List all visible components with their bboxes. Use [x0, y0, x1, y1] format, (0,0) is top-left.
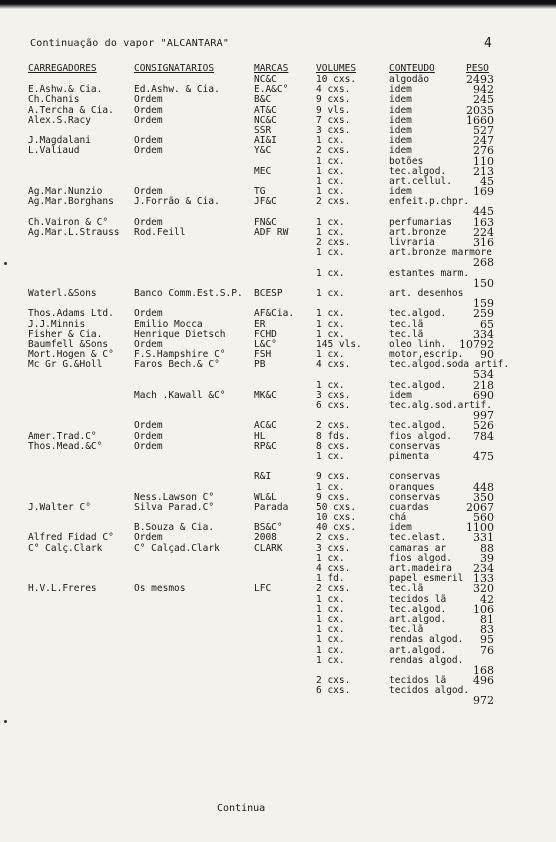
cell-volumes: 4 cxs.	[316, 563, 351, 574]
cell-weight: 83	[480, 623, 494, 637]
cell-marks: Parada	[254, 501, 289, 513]
cell-weight: 10792	[459, 337, 494, 351]
margin-mark	[4, 262, 7, 265]
cell-consignee: Emilio Mocca	[134, 318, 203, 330]
table-row	[0, 449, 556, 463]
table-row	[0, 164, 556, 178]
cell-volumes: 145 vls.	[316, 338, 362, 350]
cell-weight: 560	[473, 511, 494, 525]
cell-weight: 526	[473, 419, 494, 433]
cell-consignee: Ordem	[134, 430, 163, 442]
cell-consignor: J.Walter C°	[28, 501, 91, 513]
cell-consignor: Ag.Mar.Borghans	[28, 196, 114, 208]
cell-contents: fios algod.	[389, 430, 452, 442]
table-row	[0, 309, 556, 319]
cell-marks: LFC	[254, 583, 272, 595]
cell-weight: 150	[473, 276, 494, 290]
cell-weight: 259	[473, 307, 494, 321]
cell-consignor: Ag.Mar.L.Strauss	[28, 226, 120, 238]
cell-volumes: 9 cxs.	[316, 94, 351, 106]
cell-contents: tecidos lã	[389, 593, 447, 605]
cell-weight: 95	[480, 633, 494, 647]
cell-weight: 445	[473, 205, 494, 219]
cell-contents: art. desenhos	[389, 287, 464, 299]
cell-contents: tec.algod.soda artif.	[389, 359, 510, 371]
cell-consignor: Mc Gr G.&Holl	[28, 359, 103, 371]
cell-consignee: Os mesmos	[134, 583, 186, 595]
cell-volumes: 7 cxs.	[316, 114, 351, 126]
cell-weight: 527	[473, 123, 494, 137]
cell-volumes: 1 cx.	[316, 318, 345, 330]
cell-volumes: 2 cxs.	[316, 532, 351, 544]
cell-consignor: Thos.Adams Ltd.	[28, 308, 114, 320]
cell-marks: CLARK	[254, 542, 283, 554]
table-row	[0, 462, 556, 472]
cell-marks: NC&C	[254, 114, 277, 126]
table-row	[0, 602, 556, 616]
cell-consignee: Ordem	[134, 145, 163, 157]
cell-volumes: 2 cxs.	[316, 675, 351, 687]
cell-contents: art.algod.	[389, 613, 447, 625]
cell-volumes: 40 cxs.	[316, 522, 357, 534]
cell-contents: enfeit.p.chpr.	[389, 196, 470, 208]
cell-consignee: F.S.Hampshire C°	[134, 349, 226, 361]
cell-volumes: 1 fd.	[316, 573, 345, 585]
cell-volumes: 4 cxs.	[316, 359, 351, 371]
continues-note: Continua	[217, 803, 266, 814]
cell-contents: tecidos algod.	[389, 685, 470, 697]
cell-consignor: Ch.Chanis	[28, 94, 80, 106]
cell-volumes: 1 cx.	[316, 247, 345, 259]
cell-consignor: L.Valiaud	[28, 145, 80, 157]
cell-marks: MK&C	[254, 389, 277, 401]
cell-volumes: 4 cxs.	[316, 84, 351, 96]
column-header-marks: MARCAS	[254, 63, 289, 74]
cell-marks: RP&C	[254, 440, 277, 452]
cell-volumes: 1 cx.	[316, 135, 345, 147]
cell-contents: tec.algod.	[389, 165, 447, 177]
cell-contents: art.algod.	[389, 644, 447, 656]
cell-volumes: 1 cx.	[316, 593, 345, 605]
cell-weight: 320	[473, 582, 494, 596]
cell-contents: conservas	[389, 440, 441, 452]
cell-contents: tec.elast.	[389, 532, 447, 544]
cell-consignor: Waterl.&Sons	[28, 287, 97, 299]
page-title: Continuação do vapor "ALCANTARA"	[30, 38, 230, 49]
cell-volumes: 2 cxs.	[316, 583, 351, 595]
cell-consignee: J.Forrão & Cia.	[134, 196, 220, 208]
cell-marks: BCESP	[254, 287, 283, 299]
cell-weight: 534	[473, 368, 494, 382]
cell-volumes: 9 vls.	[316, 104, 351, 116]
cell-weight: 106	[473, 602, 494, 616]
cell-volumes: 2 cxs.	[316, 420, 351, 432]
cell-contents: idem	[389, 114, 412, 126]
table-row	[0, 635, 556, 645]
cell-contents: motor,escrip.	[389, 349, 464, 361]
cell-contents: estantes marm.	[389, 267, 470, 279]
cell-consignee: Ordem	[134, 104, 163, 116]
cell-weight: 81	[480, 612, 494, 626]
cell-contents: tec.algod.	[389, 420, 447, 432]
cell-volumes: 2 cxs.	[316, 145, 351, 157]
cell-volumes: 1 cx.	[316, 216, 345, 228]
cell-contents: botões	[389, 155, 424, 167]
cell-contents: art.cellul.	[389, 175, 452, 187]
cell-weight: 997	[473, 409, 494, 423]
cell-volumes: 9 cxs.	[316, 491, 351, 503]
cell-weight: 224	[473, 225, 494, 239]
cell-consignor: J.Magdalani	[28, 135, 91, 147]
cell-consignee: B.Souza & Cia.	[134, 522, 215, 534]
cell-consignor: J.J.Minnis	[28, 318, 86, 330]
cell-consignee: Ordem	[134, 532, 163, 544]
cell-weight: 784	[473, 429, 494, 443]
cell-consignor: Alfred Fidad C°	[28, 532, 114, 544]
cell-weight: 1100	[466, 521, 494, 535]
cell-contents: idem	[389, 84, 412, 96]
cell-marks: AC&C	[254, 420, 277, 432]
cell-weight: 213	[473, 164, 494, 178]
cell-consignor: Mort.Hogen & C°	[28, 349, 114, 361]
cell-contents: tec.algod.	[389, 379, 447, 391]
cell-volumes: 1 cx.	[316, 155, 345, 167]
cell-weight: 334	[473, 327, 494, 341]
cell-contents: papel esmeril	[389, 573, 464, 585]
cell-consignee: Ordem	[134, 338, 163, 350]
table-row	[0, 258, 556, 268]
manifest-table	[0, 75, 556, 707]
cell-marks: R&I	[254, 471, 272, 483]
cell-marks: AT&C	[254, 104, 277, 116]
cell-volumes: 1 cx.	[316, 634, 345, 646]
cell-volumes: 6 cxs.	[316, 685, 351, 697]
cell-contents: idem	[389, 145, 412, 157]
cell-weight: 972	[473, 694, 494, 708]
cell-marks: B&C	[254, 94, 272, 106]
cell-volumes: 2 cxs.	[316, 196, 351, 208]
cell-volumes: 1 cx.	[316, 267, 345, 279]
cell-volumes: 8 cxs.	[316, 440, 351, 452]
cell-consignor: Baumfell &Sons	[28, 338, 109, 350]
cell-weight: 331	[473, 531, 494, 545]
cell-weight: 496	[473, 674, 494, 688]
cell-weight: 76	[480, 643, 494, 657]
table-row	[0, 643, 556, 657]
cell-volumes: 9 cxs.	[316, 471, 351, 483]
cell-marks: HL	[254, 430, 266, 442]
table-row	[0, 676, 556, 686]
cell-weight: 163	[473, 215, 494, 229]
cell-consignor: A.Tercha & Cia.	[28, 104, 114, 116]
cell-contents: idem	[389, 104, 412, 116]
cell-weight: 2035	[466, 103, 494, 117]
cell-weight: 159	[473, 297, 494, 311]
cell-consignee: Faros Bech.& C°	[134, 359, 220, 371]
column-header-consignee: CONSIGNATARIOS	[134, 63, 215, 74]
cell-weight: 1660	[466, 113, 494, 127]
cell-contents: tec.algod.	[389, 308, 447, 320]
cell-weight: 316	[473, 236, 494, 249]
cell-marks: ER	[254, 318, 266, 330]
cell-volumes: 1 cx.	[316, 624, 345, 636]
cell-marks: FN&C	[254, 216, 277, 228]
cell-volumes: 1 cx.	[316, 186, 345, 198]
cell-weight: 39	[480, 551, 494, 565]
cell-contents: rendas algod.	[389, 634, 464, 646]
cell-volumes: 3 cxs.	[316, 389, 351, 401]
cell-volumes: 1 cx.	[316, 552, 345, 564]
cell-consignor: Fisher & Cia.	[28, 328, 103, 340]
table-row	[0, 541, 556, 555]
cell-consignor: Amer.Trad.C°	[28, 430, 97, 442]
cell-marks: PB	[254, 359, 266, 371]
cell-volumes: 3 cxs.	[316, 542, 351, 554]
cell-contents: tec.lã	[389, 328, 424, 340]
cell-contents: idem	[389, 389, 412, 401]
cell-weight: 2493	[466, 73, 494, 86]
column-header-volumes: VOLUMES	[316, 63, 357, 74]
cell-contents: art.bronze marmore	[389, 247, 492, 259]
cell-consignor: H.V.L.Freres	[28, 583, 97, 595]
cell-weight: 247	[473, 134, 494, 148]
cell-contents: idem	[389, 186, 412, 198]
cell-marks: NC&C	[254, 74, 277, 85]
cell-contents: pimenta	[389, 450, 430, 462]
cell-weight: 90	[480, 348, 494, 362]
cell-weight: 690	[473, 388, 494, 402]
cell-contents: chá	[389, 512, 407, 524]
cell-weight: 276	[473, 144, 494, 158]
cell-consignee: Ed.Ashw. & Cia.	[134, 84, 220, 96]
cell-consignee: Ordem	[134, 308, 163, 320]
cell-weight: 168	[473, 663, 494, 677]
cell-contents: tec.algod.	[389, 603, 447, 615]
cell-contents: oleo linh.	[389, 338, 447, 350]
cell-contents: idem	[389, 135, 412, 147]
cell-consignee: Silva Parad.C°	[134, 501, 215, 513]
cell-volumes: 1 cx.	[316, 613, 345, 625]
cell-consignor: C° Calç.Clark	[28, 542, 103, 554]
cell-contents: conservas	[389, 491, 441, 503]
cell-marks: JF&C	[254, 196, 277, 208]
cell-volumes: 6 cxs.	[316, 400, 351, 411]
cell-consignor: E.Ashw.& Cia.	[28, 84, 103, 96]
cell-marks: ADF RW	[254, 226, 289, 238]
cell-volumes: 2 cxs.	[316, 237, 351, 248]
cell-consignee: Ordem	[134, 186, 163, 198]
cell-consignee: C° Calçad.Clark	[134, 542, 220, 554]
cell-marks: WL&L	[254, 491, 277, 503]
cell-contents: tec.alg.sod.artif.	[389, 400, 492, 411]
cell-contents: tec.lã	[389, 318, 424, 330]
cell-contents: tecidos lã	[389, 675, 447, 687]
cell-contents: perfumarias	[389, 216, 452, 228]
cell-consignee: Ordem	[134, 216, 163, 228]
cell-contents: art.madeira	[389, 563, 452, 574]
cell-consignor: Ag.Mar.Nunzio	[28, 186, 103, 198]
cell-volumes: 1 cx.	[316, 349, 345, 361]
cell-contents: livraria	[389, 237, 435, 248]
cell-contents: algodão	[389, 74, 430, 85]
cell-contents: fios algod.	[389, 552, 452, 564]
cell-volumes: 1 cx.	[316, 308, 345, 320]
margin-mark	[4, 720, 7, 723]
cell-marks: Y&C	[254, 145, 272, 157]
cell-consignor: Alex.S.Racy	[28, 114, 91, 126]
cell-volumes: 10 cxs.	[316, 512, 357, 524]
cell-contents: idem	[389, 124, 412, 136]
cell-marks: MEC	[254, 165, 272, 177]
cell-weight: 110	[473, 154, 494, 168]
cell-volumes: 1 cx.	[316, 603, 345, 615]
cell-marks: FCHD	[254, 328, 277, 340]
cell-weight: 169	[473, 185, 494, 199]
cell-contents: camaras ar	[389, 542, 447, 554]
cell-marks: BS&C°	[254, 522, 283, 534]
cell-weight: 268	[473, 256, 494, 270]
cell-consignee: Rod.Feill	[134, 226, 186, 238]
cell-weight: 45	[480, 174, 494, 188]
cell-volumes: 1 cx.	[316, 328, 345, 340]
table-row	[0, 625, 556, 635]
cell-weight: 942	[473, 83, 494, 97]
cell-consignor: Ch.Vairon & C°	[28, 216, 109, 228]
column-header-contents: CONTEUDO	[389, 63, 435, 74]
cell-volumes: 1 cx.	[316, 644, 345, 656]
cell-weight: 65	[480, 317, 494, 331]
cell-consignee: Ordem	[134, 135, 163, 147]
cell-marks: TG	[254, 186, 266, 198]
table-row	[0, 612, 556, 626]
cell-consignee: Ordem	[134, 94, 163, 106]
cell-weight: 88	[480, 541, 494, 555]
cell-weight: 234	[473, 562, 494, 575]
cell-contents: cuardas	[389, 501, 430, 513]
cell-contents: idem	[389, 94, 412, 106]
cell-consignor: Thos.Mead.&C°	[28, 440, 103, 452]
cell-volumes: 1 cx.	[316, 654, 345, 666]
cell-volumes: 1 cx.	[316, 165, 345, 177]
cell-weight: 218	[473, 378, 494, 392]
cell-volumes: 1 cx.	[316, 481, 345, 493]
cell-volumes: 1 cx.	[316, 226, 345, 238]
cell-weight: 448	[473, 480, 494, 494]
column-header-consignor: CARREGADORES	[28, 63, 97, 74]
cell-contents: tec.lã	[389, 624, 424, 636]
cell-marks: AF&Cia.	[254, 308, 295, 320]
cell-consignee: Ness.Lawson C°	[134, 491, 215, 503]
cell-volumes: 1 cx.	[316, 287, 345, 299]
cell-volumes: 1 cx.	[316, 175, 345, 187]
cell-marks: AI&I	[254, 135, 277, 147]
cell-contents: tec.lã	[389, 583, 424, 595]
cell-contents: art.bronze	[389, 226, 447, 238]
cell-contents: conservas	[389, 471, 441, 483]
cell-marks: 2008	[254, 532, 277, 544]
cell-volumes: 50 cxs.	[316, 501, 357, 513]
cell-volumes: 8 fds.	[316, 430, 351, 442]
cell-weight: 350	[473, 490, 494, 504]
cell-weight: 42	[480, 592, 494, 606]
cell-consignee: Banco Comm.Est.S.P.	[134, 287, 243, 299]
cell-volumes: 3 cxs.	[316, 124, 351, 136]
cell-weight: 475	[473, 449, 494, 463]
page-number: 4	[484, 36, 492, 51]
cell-contents: rendas algod.	[389, 654, 464, 666]
cell-consignee: Ordem	[134, 440, 163, 452]
table-row	[0, 696, 556, 706]
cell-volumes: 10 cxs.	[316, 74, 357, 85]
cell-volumes: 1 cx.	[316, 379, 345, 391]
cell-volumes: 1 cx.	[316, 450, 345, 462]
cell-consignee: Mach .Kawall &C°	[134, 389, 226, 401]
cell-weight: 245	[473, 93, 494, 107]
cell-contents: idem	[389, 522, 412, 534]
cell-marks: L&C°	[254, 338, 277, 350]
table-row	[0, 584, 556, 594]
cell-weight: 133	[473, 572, 494, 586]
column-header-weight: PESO	[466, 63, 489, 74]
scan-top-edge	[0, 0, 556, 10]
cell-marks: E.A&C°	[254, 84, 289, 96]
cell-marks: FSH	[254, 349, 272, 361]
cell-contents: oranques	[389, 481, 435, 493]
cell-weight: 2067	[466, 500, 494, 514]
cell-consignee: Ordem	[134, 114, 163, 126]
cell-consignee: Ordem	[134, 420, 163, 432]
cell-marks: SSR	[254, 124, 272, 136]
cell-consignee: Henrique Dietsch	[134, 328, 226, 340]
